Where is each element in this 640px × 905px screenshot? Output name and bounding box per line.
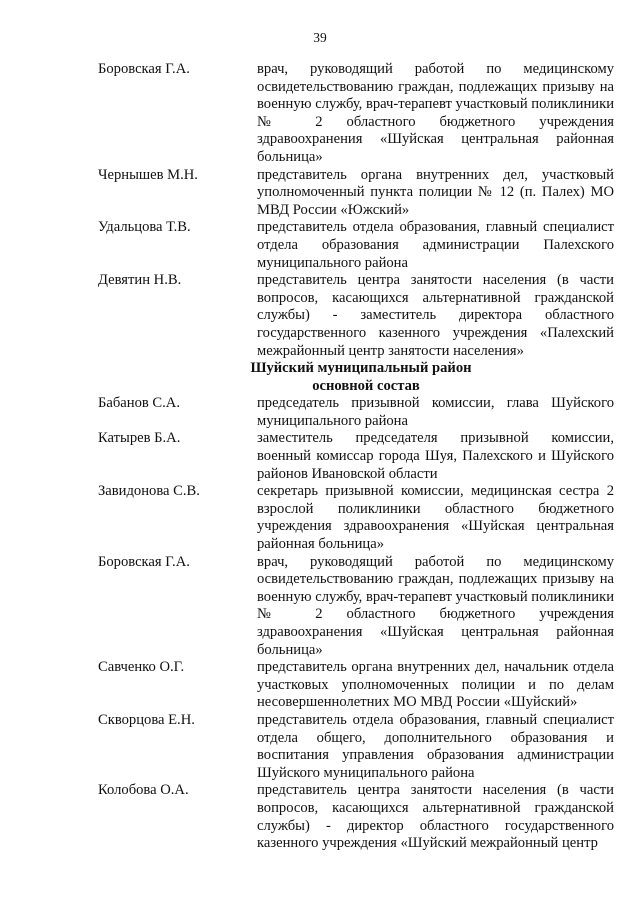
member-role: врач, руководящий работой по медицинскому освидетельствованию граждан, подлежащих призыву на военную службу, врач-терапевт участковый поликлиники № 2 областного бюджетного учреждения здравоохранения «Шуйская центральная районная больница» xyxy=(257,553,615,658)
member-role: председатель призывной комиссии, глава Шуйского муниципального района xyxy=(257,395,614,429)
subsection-heading: основной состав xyxy=(312,377,420,394)
member-name: Чернышев М.Н. xyxy=(98,166,198,183)
member-row xyxy=(98,167,614,220)
member-row xyxy=(98,272,614,360)
member-role: заместитель председателя призывной комиссии, военный комиссар города Шуя, Палехского и Шуйского районов Ивановской области xyxy=(257,430,614,482)
member-name: Бабанов С.А. xyxy=(98,395,180,412)
member-role: представитель отдела образования, главный специалист отдела общего, дополнительного образования и воспитания управления образования администрации Шуйского муниципального района xyxy=(257,711,614,781)
member-row xyxy=(98,782,614,852)
member-name: Колобова О.А. xyxy=(98,782,189,799)
member-name: Скворцова Е.Н. xyxy=(98,711,195,728)
document-body xyxy=(98,61,614,853)
page-number: 39 xyxy=(313,30,327,45)
member-name: Боровская Г.А. xyxy=(98,61,190,77)
member-row xyxy=(98,554,614,660)
member-role: представитель органа внутренних дел, участковый уполномоченный пункта полиции № 12 (п. Палех) МО МВД России «Южский» xyxy=(257,166,614,218)
member-row xyxy=(98,712,614,782)
member-row xyxy=(98,61,614,167)
member-role: представитель центра занятости населения (в части вопросов, касающихся альтернативной гражданской службы) - заместитель директора областного государственного казенного учреждения «Палехский межрайонный центр занятости населения» xyxy=(257,272,614,359)
member-name: Катырев Б.А. xyxy=(98,430,181,447)
member-name: Завидонова С.В. xyxy=(98,483,200,500)
member-row xyxy=(98,395,614,430)
member-role: секретарь призывной комиссии, медицинская сестра 2 взрослой поликлиники областного бюджетного учреждения здравоохранения «Шуйская центральная районная больница» xyxy=(257,483,614,553)
member-role: представитель центра занятости населения (в части вопросов, касающихся альтернативной гражданской службы) - директор областного государственного казенного учреждения «Шуйский межрайонный центр xyxy=(257,782,614,852)
member-row xyxy=(98,483,614,553)
member-role: представитель органа внутренних дел, начальник отдела участковых уполномоченных полиции и по делам несовершеннолетних МО МВД России «Шуйский» xyxy=(257,659,614,711)
member-name: Удальцова Т.В. xyxy=(98,219,191,236)
member-role: представитель отдела образования, главный специалист отдела образования администрации Палехского муниципального района xyxy=(257,219,614,271)
member-role: врач, руководящий работой по медицинскому освидетельствованию граждан, подлежащих призыву на военную службу, врач-терапевт участковый поликлиники № 2 областного бюджетного учреждения здравоохранения «Шуйская центральная районная больница» xyxy=(257,61,615,165)
member-row xyxy=(98,430,614,483)
member-row xyxy=(98,219,614,272)
member-name: Савченко О.Г. xyxy=(98,659,185,676)
member-name: Боровская Г.А. xyxy=(98,553,190,570)
member-name: Девятин Н.В. xyxy=(98,272,182,289)
member-row xyxy=(98,659,614,712)
section-heading: Шуйский муниципальный район xyxy=(250,360,472,377)
